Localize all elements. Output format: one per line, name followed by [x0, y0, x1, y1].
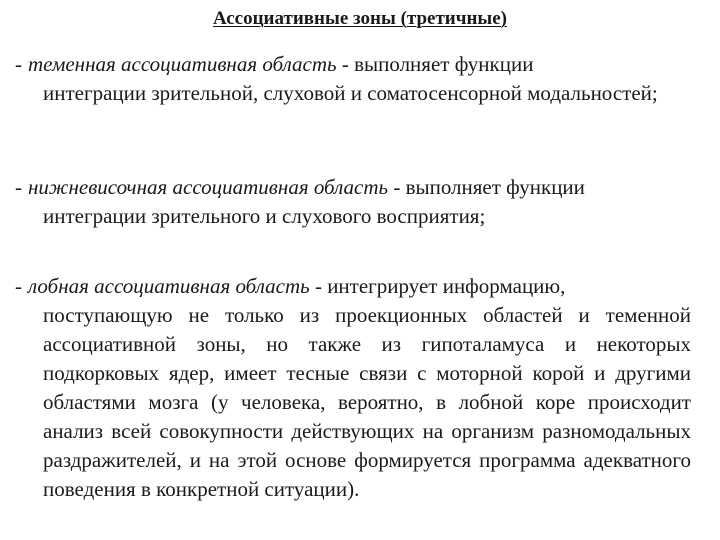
item-text-first: выполняет функции	[405, 175, 585, 199]
list-item-parietal	[15, 50, 691, 108]
item-separator: -	[309, 274, 328, 298]
item-text-rest: интеграции зрительной, слуховой и соматосенсорной модальностей;	[43, 81, 658, 105]
item-text-first: выполняет функции	[354, 52, 534, 76]
list-item-first-line	[15, 50, 691, 79]
list-item-first-line	[15, 173, 691, 202]
item-term: теменная ассоциативная область	[28, 52, 337, 76]
bullet-dash: -	[15, 52, 22, 76]
bullet-dash: -	[15, 274, 22, 298]
item-text-first: интегрирует информацию,	[327, 274, 566, 298]
item-text-rest: интеграции зрительного и слухового восприятия;	[43, 204, 486, 228]
item-term: лобная ассоциативная область	[28, 274, 310, 298]
bullet-dash: -	[15, 175, 22, 199]
list-item-first-line	[15, 272, 691, 301]
item-text-rest: поступающую не только из проекционных областей и теменной ассоциативной зоны, но также из гипоталамуса и некоторых подкорковых ядер, имеет тесные связи с моторной корой и другими областями мозга (у человека, вероятно, в лобной коре происходит анализ всей совокупности действующих на организм разномодальных раздражителей, и на этой основе формируется программа адекватного поведения в конкретной ситуации).	[43, 303, 691, 501]
item-separator: -	[336, 52, 355, 76]
item-term: нижневисочная ассоциативная область	[28, 175, 389, 199]
slide-title	[0, 7, 720, 31]
list-item-frontal	[15, 272, 691, 504]
slide-title-text: Ассоциативные зоны (третичные)	[212, 8, 507, 29]
list-item-inferotemporal	[15, 173, 691, 231]
item-separator: -	[388, 175, 406, 199]
